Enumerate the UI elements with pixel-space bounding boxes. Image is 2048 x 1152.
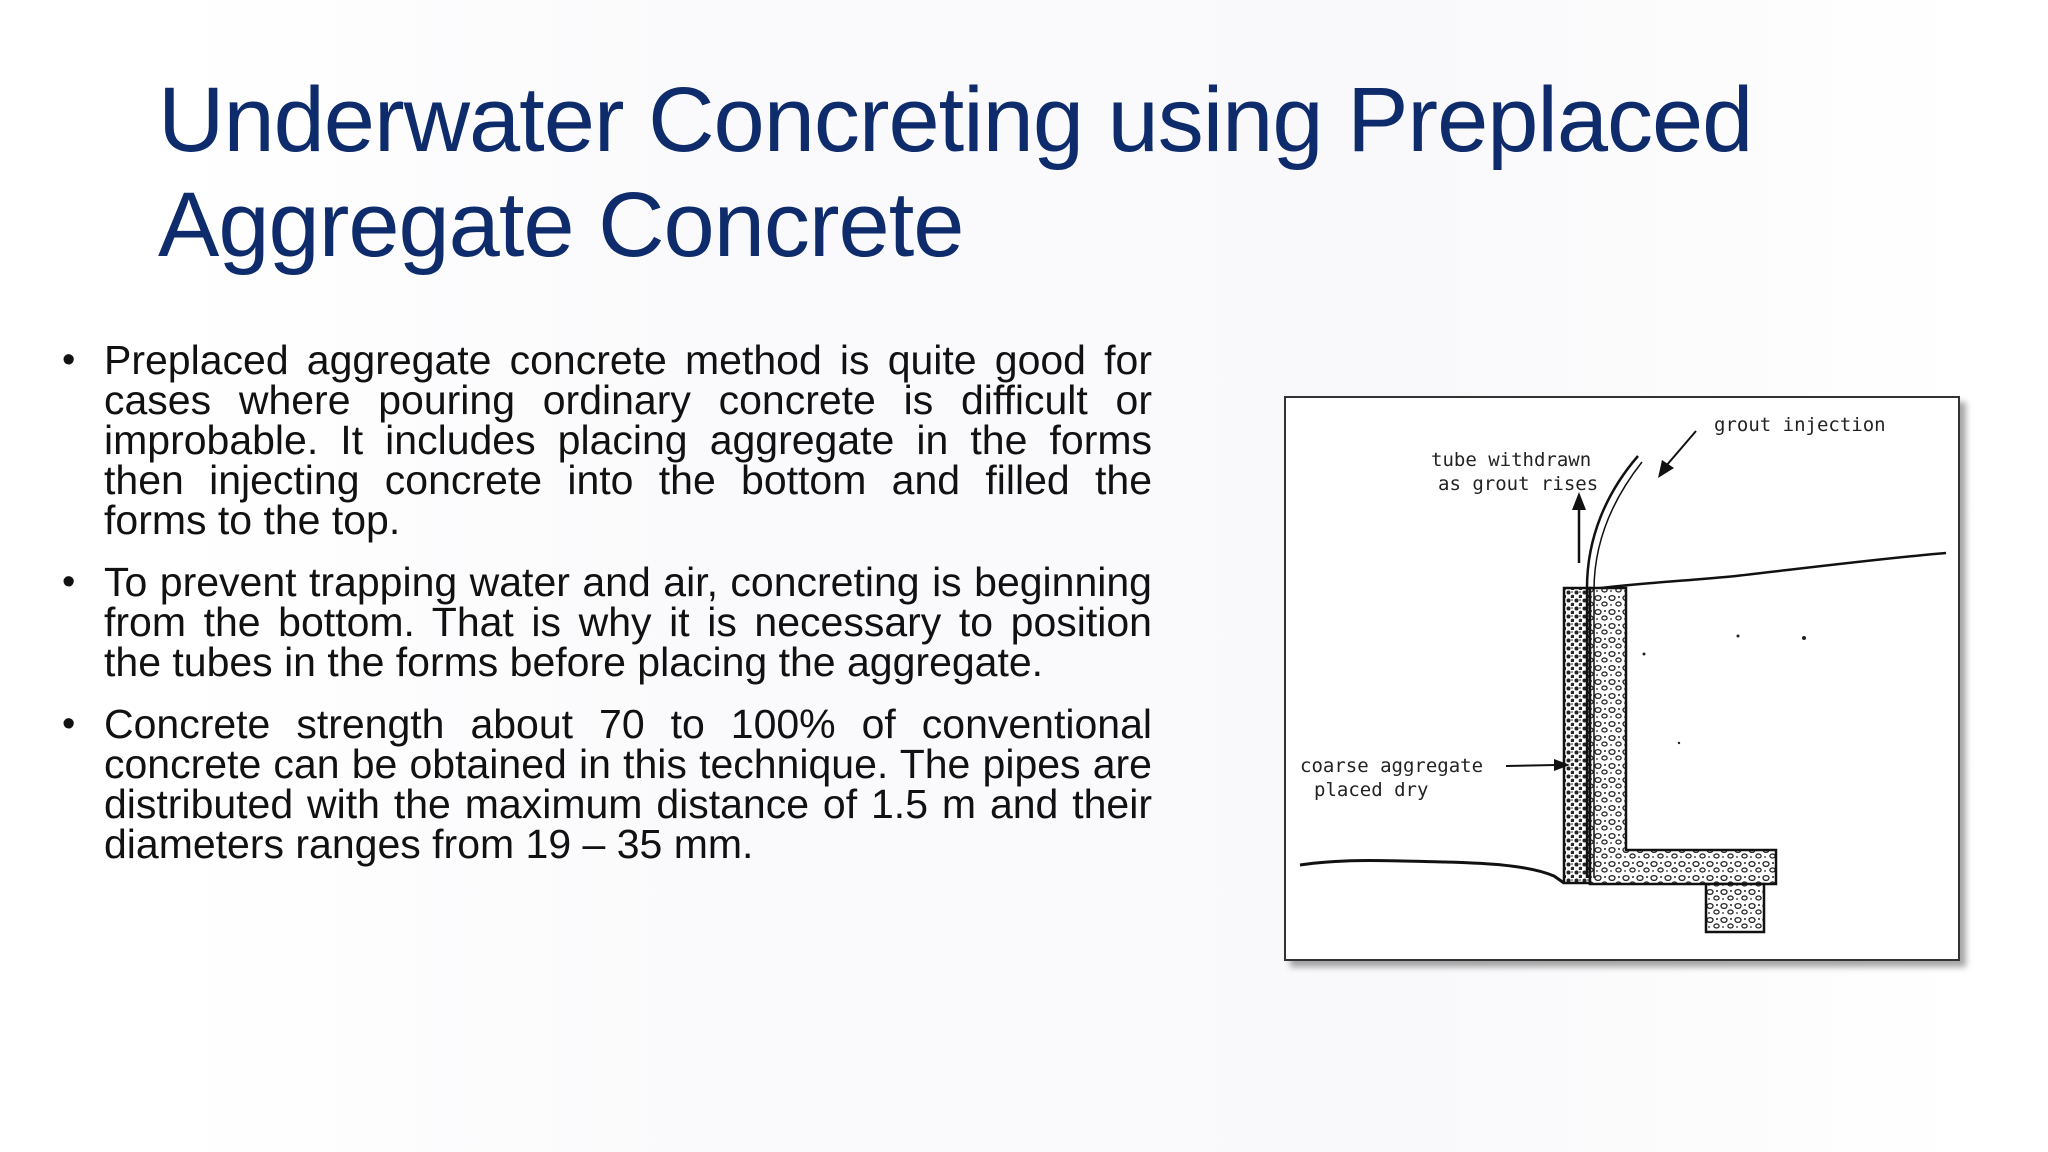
backfill-line [1586, 553, 1946, 590]
title-line-1: Underwater Concreting using Preplaced [158, 69, 1753, 171]
grout-arrowhead [1658, 460, 1674, 478]
label-as-grout-rises: as grout rises [1438, 473, 1599, 495]
grout-arrow-shaft [1666, 431, 1696, 466]
diagram-svg [1286, 398, 1958, 959]
bullet-text: Concrete strength about 70 to 100% of conventional concrete can be obtained in this technique. The pipes are distributed with the maximum distance of 1.5 m and their diameters ranges from 19 – 35 mm. [104, 701, 1152, 867]
footing-step [1706, 884, 1764, 932]
bullet-marker: • [62, 339, 76, 381]
label-coarse-aggregate: coarse aggregate [1300, 755, 1484, 777]
bullet-marker: • [62, 703, 76, 745]
bullet-item [62, 559, 1152, 685]
bullet-marker: • [62, 561, 76, 603]
bullet-list [62, 337, 1152, 886]
label-grout-injection: grout injection [1714, 414, 1886, 436]
label-placed-dry: placed dry [1314, 779, 1429, 801]
label-tube-withdrawn: tube withdrawn [1431, 449, 1592, 471]
bullet-text: Preplaced aggregate concrete method is quite good for cases where pouring ordinary concrete is difficult or improbable. It includes placing aggregate in the forms then injecting concrete into the bottom and filled the forms to the top. [104, 337, 1152, 543]
aggregate-arrow-shaft [1506, 765, 1556, 766]
bullet-text: To prevent trapping water and air, concreting is beginning from the bottom. That is why it is necessary to position the tubes in the forms before placing the aggregate. [104, 559, 1152, 685]
preplaced-aggregate-diagram [1284, 396, 1960, 961]
slide-title [158, 68, 1858, 278]
bullet-item [62, 701, 1152, 867]
wall-concrete [1590, 588, 1776, 884]
ground-line-left [1300, 861, 1564, 884]
title-line-2: Aggregate Concrete [158, 174, 964, 276]
bullet-item [62, 337, 1152, 543]
